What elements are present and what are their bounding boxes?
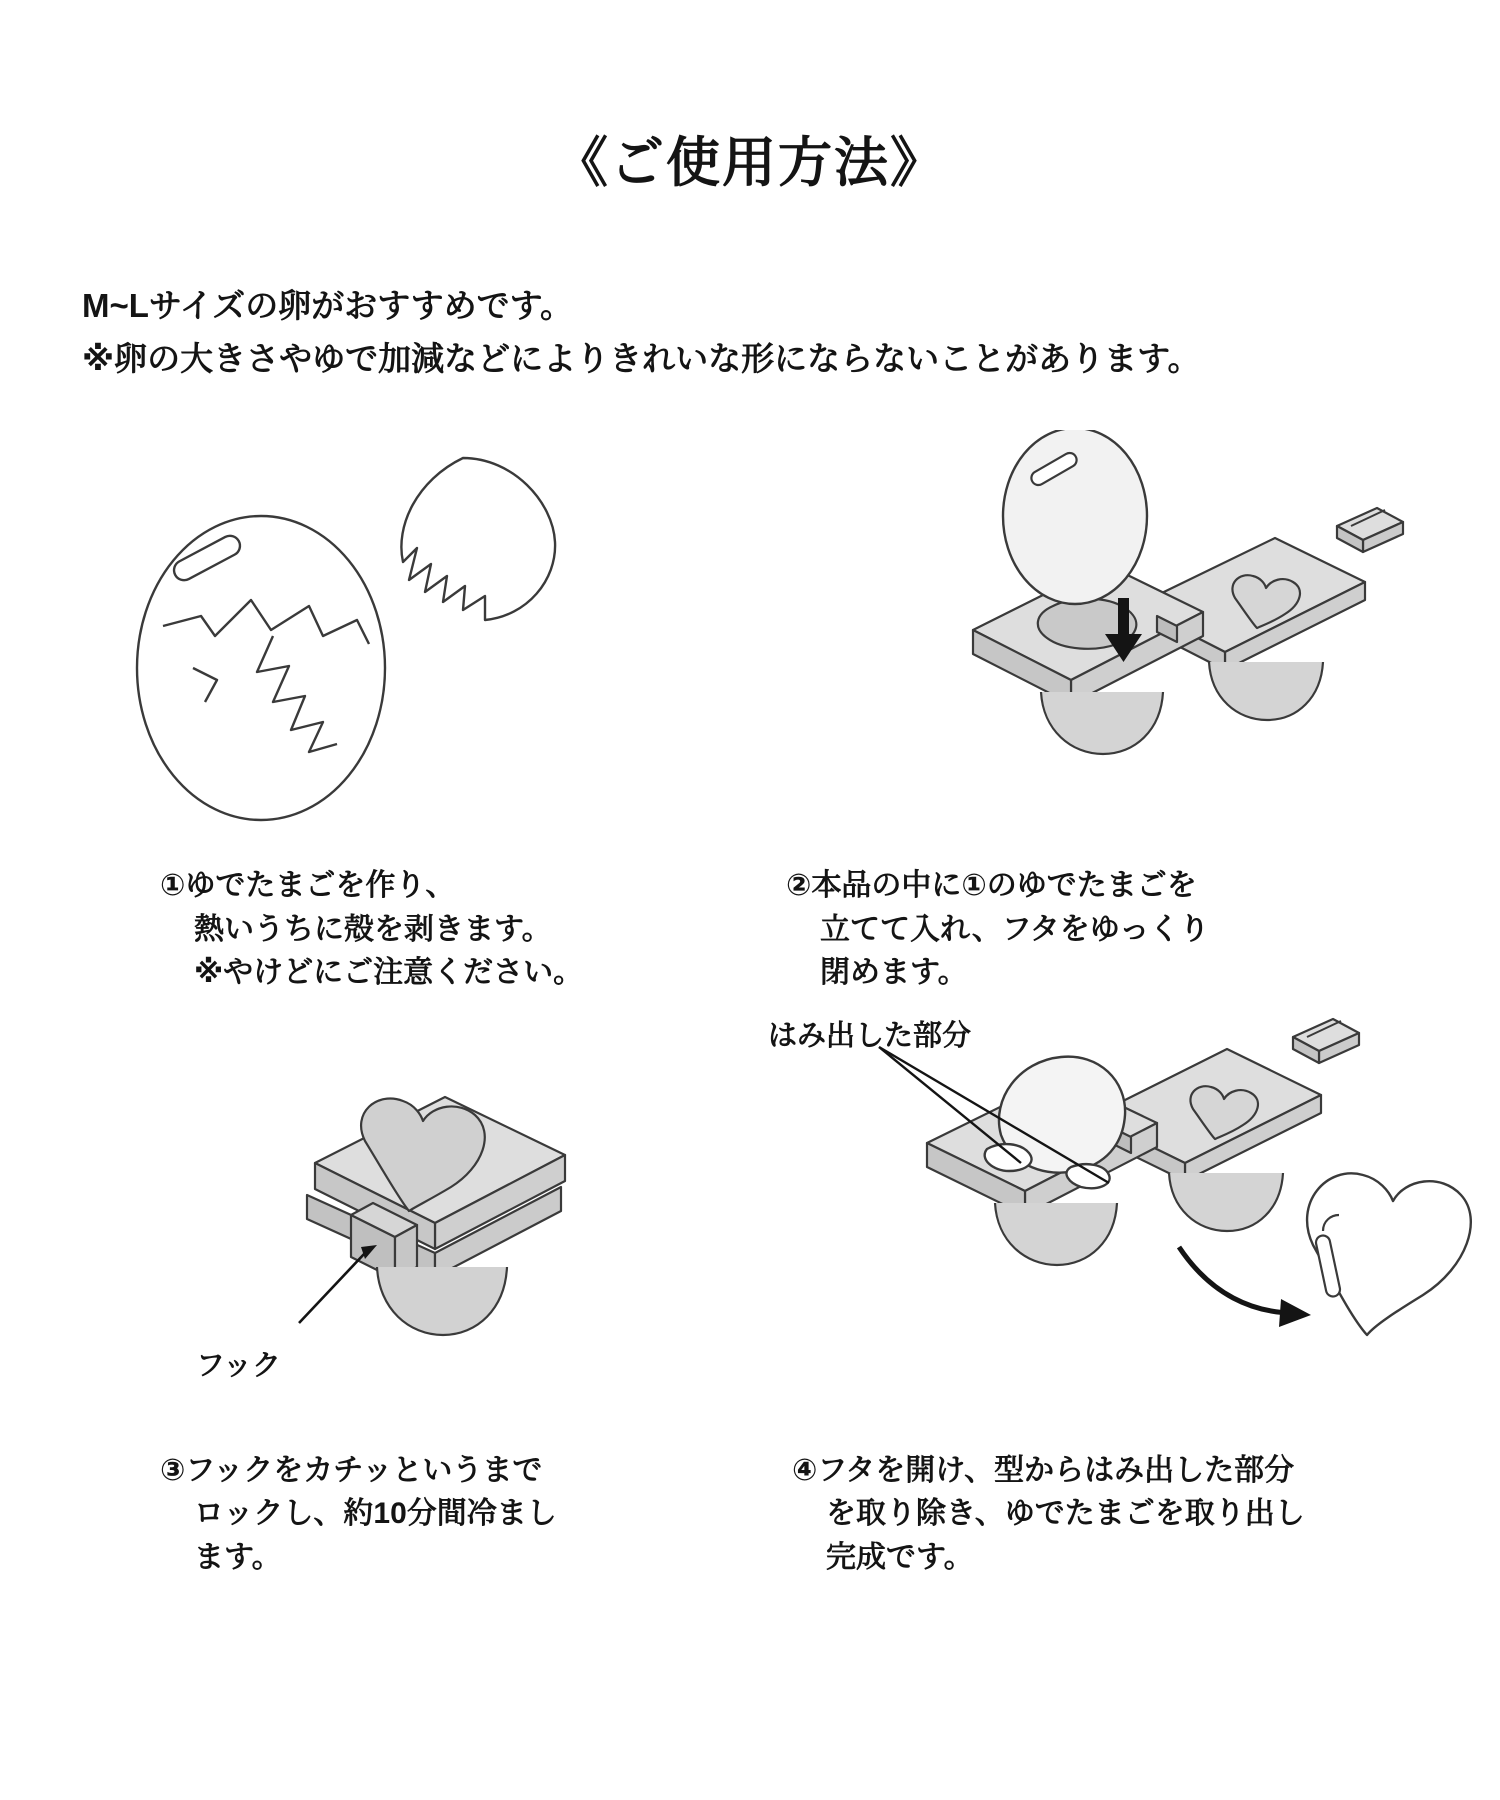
step-2-line-2: 立てて入れ、フタをゆっくり — [820, 912, 1210, 946]
hook-annotation-label: フック — [196, 1349, 281, 1382]
step-1-line-2: 熱いうちに殻を剥きます。 — [194, 912, 552, 946]
step-2 — [750, 430, 1500, 995]
step-2-caption — [750, 850, 1500, 995]
step-1-line-3: ※やけどにご注意ください。 — [194, 956, 584, 989]
step-2-illustration — [750, 430, 1500, 850]
steps-row-2 — [0, 995, 1500, 1580]
step-2-line-1: ②本品の中に①のゆでたまごを — [786, 869, 1197, 902]
step-1-illustration — [0, 430, 750, 850]
step-4-line-1: ④フタを開け、型からはみ出した部分 — [792, 1453, 1295, 1487]
step-1-caption — [0, 850, 750, 995]
step-2-line-3: 閉めます。 — [820, 956, 968, 989]
step-3-caption — [0, 1415, 750, 1580]
step-3-illustration — [0, 995, 750, 1415]
step-3-line-1: ③フックをカチッというまで — [160, 1453, 543, 1487]
step-3-line-2: ロックし、約10分間冷まし — [194, 1497, 557, 1530]
step-1-line-1: ①ゆでたまごを作り、 — [160, 869, 456, 902]
step-4 — [750, 995, 1500, 1580]
steps-row-1 — [0, 430, 1500, 995]
step-1 — [0, 430, 750, 995]
step-4-line-2: を取り除き、ゆでたまごを取り出し — [826, 1497, 1305, 1530]
step-3-line-3: ます。 — [194, 1540, 282, 1574]
step-4-line-3: 完成です。 — [826, 1540, 974, 1574]
overflow-annotation-label: はみ出した部分 — [768, 1019, 972, 1052]
step-4-illustration — [750, 995, 1500, 1415]
steps-grid — [0, 430, 1500, 1579]
intro-line-2: ※卵の大きさやゆで加減などによりきれいな形にならないことがあります。 — [82, 340, 1201, 378]
intro-text — [0, 197, 1500, 386]
step-3 — [0, 995, 750, 1580]
page-title: 《ご使用方法》 — [554, 133, 946, 193]
step-4-caption — [750, 1415, 1500, 1580]
intro-line-1: M~Lサイズの卵がおすすめです。 — [82, 287, 573, 324]
